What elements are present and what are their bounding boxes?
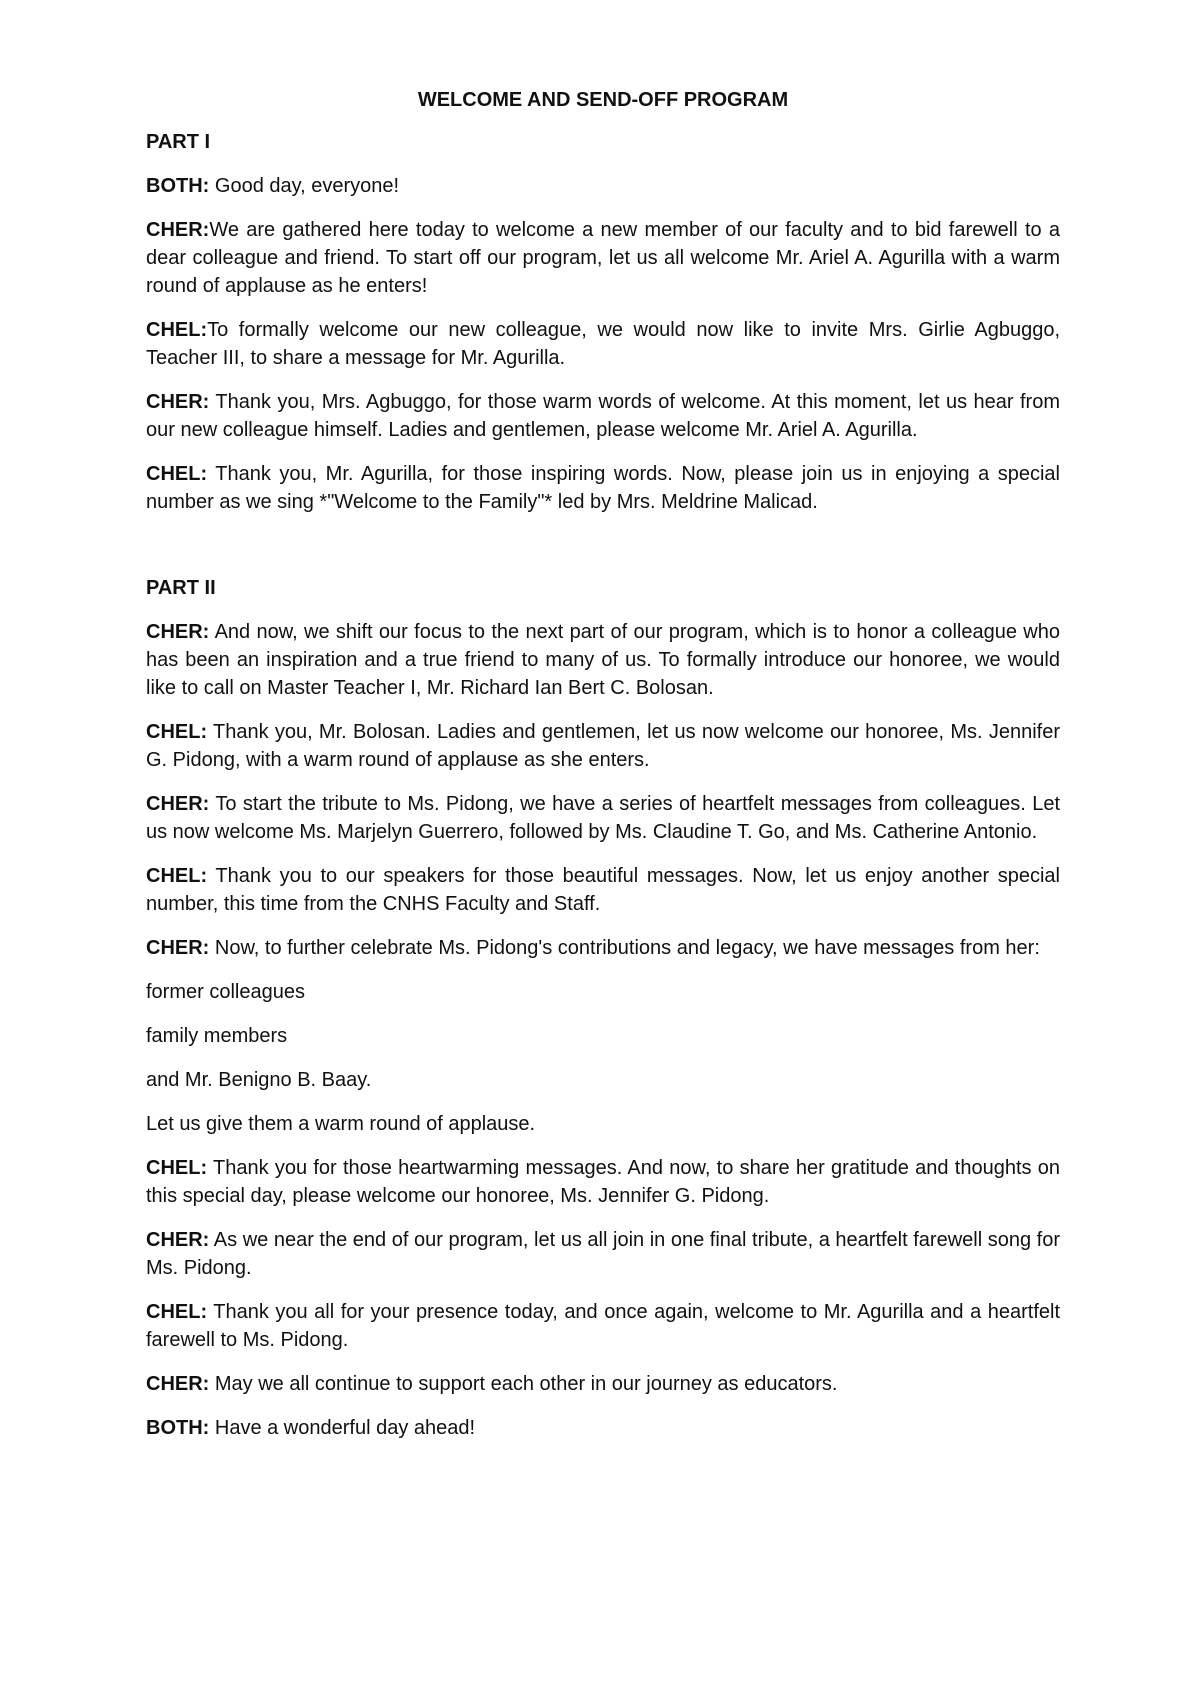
line-text: Thank you to our speakers for those beautiful messages. Now, let us enjoy another special number, this time from the CNHS Faculty and Staff. <box>146 865 1060 915</box>
script-line <box>146 460 1060 516</box>
speaker-label: CHER: <box>146 1373 210 1395</box>
speaker-label: CHER: <box>146 621 210 643</box>
line-text: And now, we shift our focus to the next part of our program, which is to honor a colleague who has been an inspiration and a true friend to many of us. To formally introduce our honoree, we would like to call on Master Teacher I, Mr. Richard Ian Bert C. Bolosan. <box>146 621 1060 699</box>
script-line <box>146 790 1060 846</box>
speaker-label: CHEL: <box>146 865 208 887</box>
line-text: Now, to further celebrate Ms. Pidong's contributions and legacy, we have messages from her: <box>209 937 1040 959</box>
section-gap <box>146 532 1060 574</box>
document-title: WELCOME AND SEND-OFF PROGRAM <box>417 89 789 111</box>
script-line <box>146 1226 1060 1282</box>
speaker-label: CHEL: <box>146 1157 208 1179</box>
script-line <box>146 216 1060 300</box>
speaker-label: CHER: <box>146 391 210 413</box>
applause-line: Let us give them a warm round of applause. <box>146 1113 536 1135</box>
script-line <box>146 1414 1060 1442</box>
line-text: Thank you, Mr. Agurilla, for those inspiring words. Now, please join us in enjoying a special number as we sing *"Welcome to the Family"* led by Mrs. Meldrine Malicad. <box>146 463 1060 513</box>
script-line <box>146 388 1060 444</box>
line-text: Thank you for those heartwarming messages. And now, to share her gratitude and thoughts on this special day, please welcome our honoree, Ms. Jennifer G. Pidong. <box>146 1157 1060 1207</box>
line-text: Good day, everyone! <box>209 175 400 197</box>
script-line <box>146 1298 1060 1354</box>
speaker-label: CHER: <box>146 793 210 815</box>
script-line <box>146 718 1060 774</box>
speaker-label: BOTH: <box>146 175 210 197</box>
line-text: We are gathered here today to welcome a new member of our faculty and to bid farewell to a dear colleague and friend. To start off our program, let us all welcome Mr. Ariel A. Agurilla with a warm round of applause as he enters! <box>146 219 1060 297</box>
script-line <box>146 1370 1060 1398</box>
speaker-label: CHEL: <box>146 721 208 743</box>
line-text: Thank you, Mrs. Agbuggo, for those warm words of welcome. At this moment, let us hear from our new colleague himself. Ladies and gentlemen, please welcome Mr. Ariel A. Agurilla. <box>146 391 1060 441</box>
script-line <box>146 862 1060 918</box>
line-text: May we all continue to support each other in our journey as educators. <box>209 1373 838 1395</box>
document-body <box>146 86 1060 1458</box>
message-group-item: family members <box>146 1025 288 1047</box>
speaker-label: CHEL: <box>146 463 208 485</box>
speaker-label: CHER: <box>146 219 210 241</box>
line-text: Thank you all for your presence today, and once again, welcome to Mr. Agurilla and a heartfelt farewell to Ms. Pidong. <box>146 1301 1060 1351</box>
speaker-label: CHEL: <box>146 319 208 341</box>
line-text: As we near the end of our program, let us all join in one final tribute, a heartfelt farewell song for Ms. Pidong. <box>146 1229 1060 1279</box>
script-line <box>146 316 1060 372</box>
part-heading: PART II <box>146 577 216 599</box>
script-line <box>146 934 1060 962</box>
message-group-item: former colleagues <box>146 981 305 1003</box>
part-heading: PART I <box>146 131 211 153</box>
script-line <box>146 1154 1060 1210</box>
line-text: Thank you, Mr. Bolosan. Ladies and gentlemen, let us now welcome our honoree, Ms. Jennifer G. Pidong, with a warm round of applause as she enters. <box>146 721 1060 771</box>
script-line <box>146 618 1060 702</box>
script-line <box>146 172 1060 200</box>
line-text: To start the tribute to Ms. Pidong, we have a series of heartfelt messages from colleagues. Let us now welcome Ms. Marjelyn Guerrero, followed by Ms. Claudine T. Go, and Ms. Catherine Antonio. <box>146 793 1060 843</box>
speaker-label: CHER: <box>146 1229 210 1251</box>
speaker-label: BOTH: <box>146 1417 210 1439</box>
line-text: To formally welcome our new colleague, we would now like to invite Mrs. Girlie Agbuggo, Teacher III, to share a message for Mr. Agurilla. <box>146 319 1060 369</box>
speaker-label: CHEL: <box>146 1301 208 1323</box>
message-group-item: and Mr. Benigno B. Baay. <box>146 1069 372 1091</box>
line-text: Have a wonderful day ahead! <box>209 1417 476 1439</box>
speaker-label: CHER: <box>146 937 210 959</box>
